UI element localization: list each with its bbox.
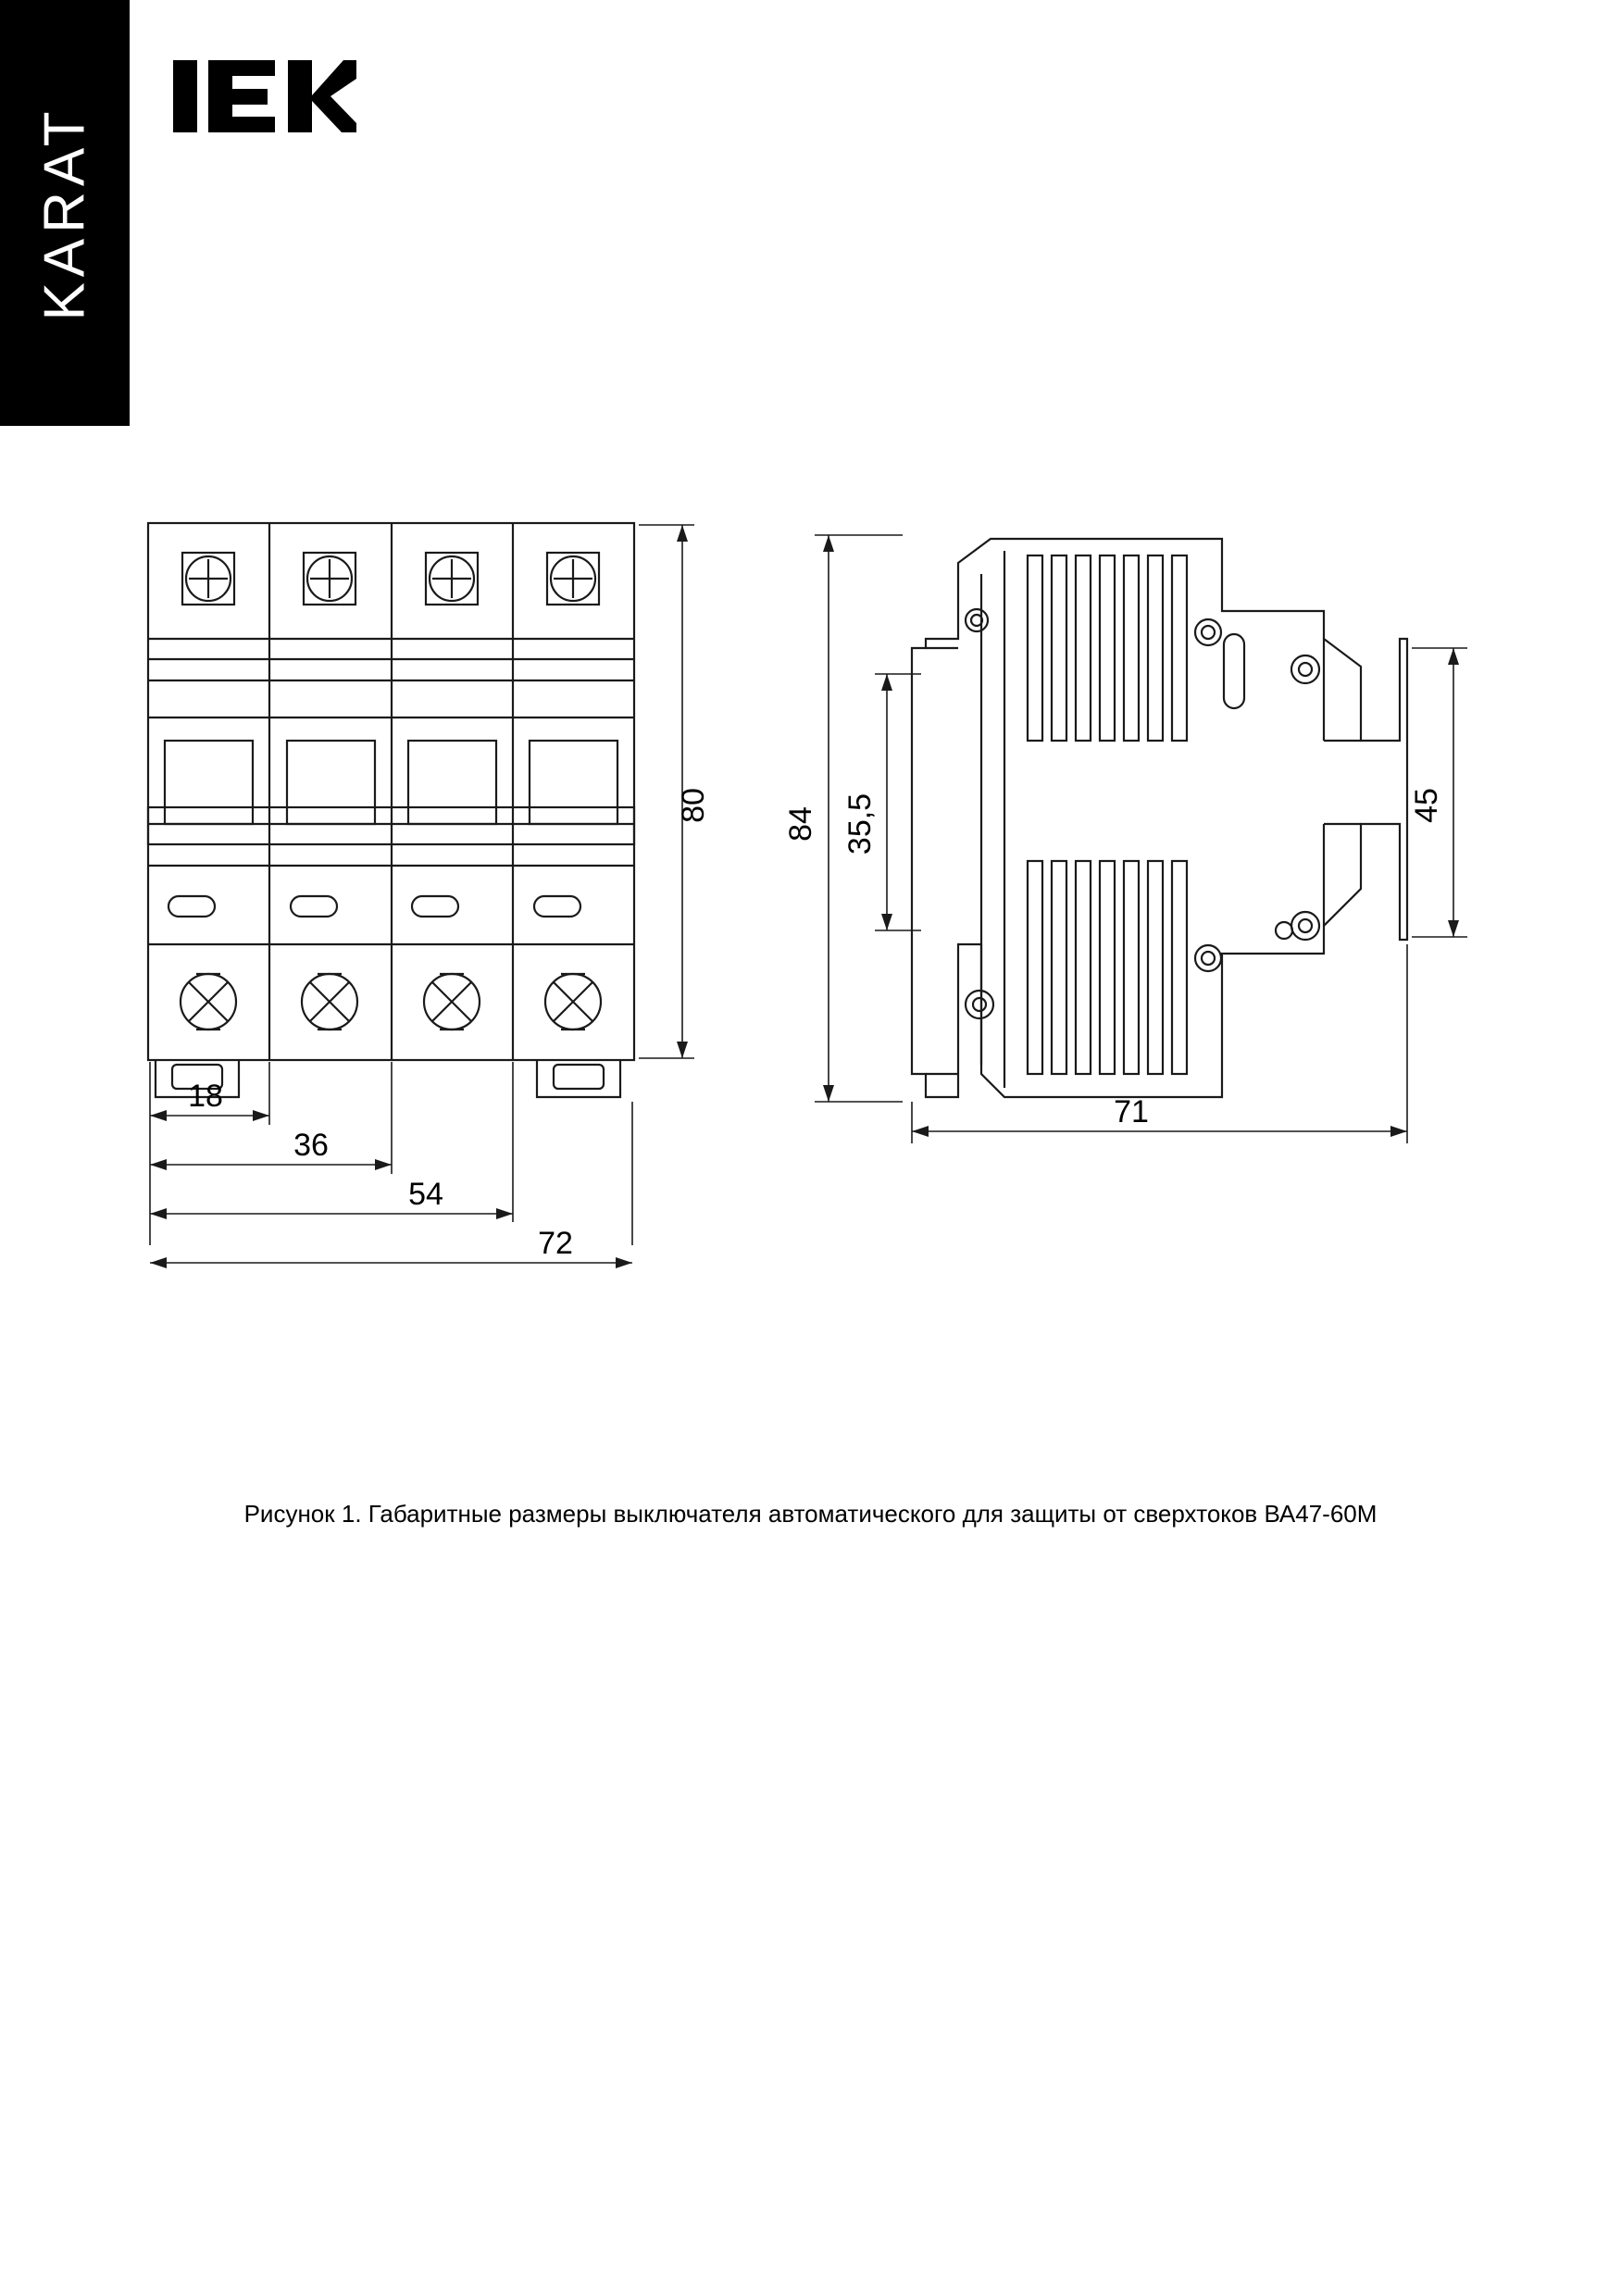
vent-louvres-bottom: [1028, 861, 1187, 1074]
din-clips: [156, 1060, 620, 1097]
dim-label-36: 36: [293, 1128, 329, 1163]
dim-label-18: 18: [188, 1079, 223, 1114]
side-view-body: [912, 539, 1407, 1097]
dim-label-71: 71: [1114, 1094, 1149, 1129]
dim-label-54: 54: [408, 1177, 443, 1212]
figure-caption: Рисунок 1. Габаритные размеры выключателя автоматического для защиты от сверхтоков ВА47-60М: [243, 1500, 1378, 1528]
bottom-screws: [181, 974, 601, 1029]
dim-label-72: 72: [538, 1226, 573, 1261]
dim-label-80: 80: [676, 788, 711, 823]
dim-label-45: 45: [1409, 788, 1444, 823]
iek-logo: [171, 51, 356, 148]
side-view-dimensions: [815, 535, 1467, 1143]
brand-vertical-label: KARAT: [32, 105, 97, 321]
dim-label-84: 84: [783, 806, 818, 842]
brand-vertical-karat: [0, 0, 130, 426]
vent-louvres-top: [1028, 555, 1187, 741]
front-view-body: [148, 523, 634, 1097]
front-view-dimensions: [150, 525, 694, 1268]
top-screws: [182, 553, 599, 605]
dim-label-35-5: 35,5: [842, 792, 878, 855]
